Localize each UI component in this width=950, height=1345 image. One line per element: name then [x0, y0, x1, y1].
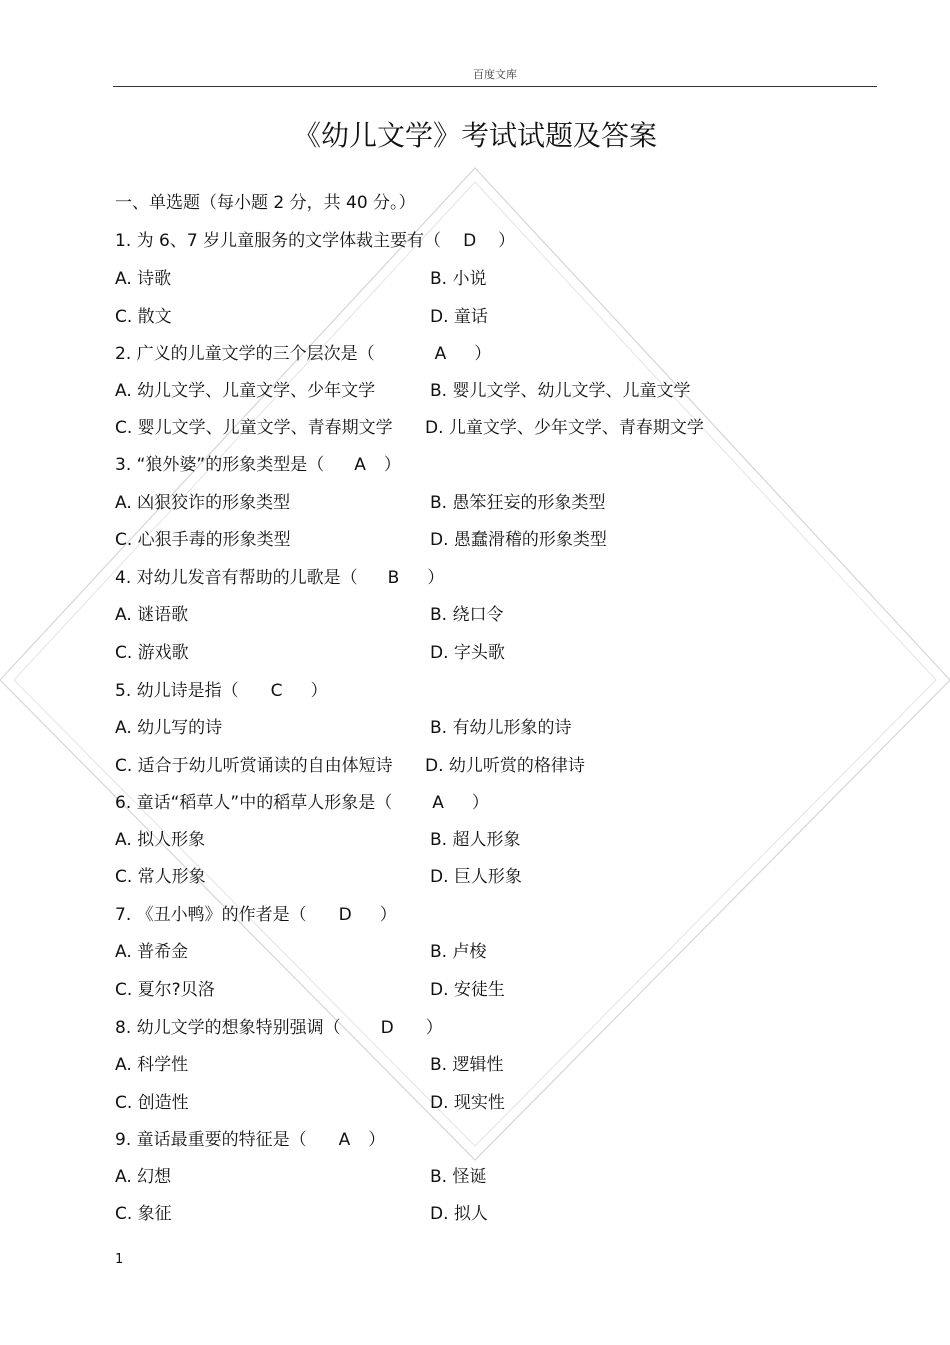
- option: D. 幼儿听赏的格律诗: [425, 756, 585, 776]
- option: A. 幼儿文学、儿童文学、少年文学: [115, 381, 376, 401]
- answer: C: [270, 681, 283, 701]
- answer: A: [434, 344, 447, 364]
- question-text: 4. 对幼儿发音有帮助的儿歌是（: [115, 568, 358, 588]
- option: A. 谜语歌: [115, 605, 189, 625]
- document-title: 《幼儿文学》考试试题及答案: [292, 119, 657, 152]
- option: D. 童话: [430, 307, 488, 327]
- option: D. 安徒生: [430, 980, 505, 1000]
- question-text: 7. 《丑小鸭》的作者是（: [115, 905, 307, 925]
- page-header: 百度文库: [473, 68, 517, 81]
- answer: D: [463, 231, 477, 251]
- option: D. 愚蠢滑稽的形象类型: [430, 530, 607, 550]
- question-3: [115, 450, 401, 475]
- answer: B: [387, 568, 400, 588]
- question-suffix: ）: [474, 344, 492, 364]
- option: B. 逻辑性: [430, 1055, 504, 1075]
- question-1: [115, 226, 515, 251]
- option: B. 愚笨狂妄的形象类型: [430, 493, 606, 513]
- question-5: [115, 676, 328, 701]
- option: B. 怪诞: [430, 1167, 487, 1187]
- option: A. 诗歌: [115, 269, 172, 289]
- question-suffix: ）: [471, 793, 489, 813]
- option: B. 绕口令: [430, 605, 504, 625]
- question-4: [115, 563, 444, 588]
- option: C. 婴儿文学、儿童文学、青春期文学: [115, 418, 393, 438]
- option: D. 拟人: [430, 1204, 488, 1224]
- answer: A: [432, 793, 444, 813]
- question-suffix: ）: [425, 1018, 443, 1038]
- question-2: [115, 339, 491, 364]
- answer: D: [338, 905, 352, 925]
- option: C. 适合于幼儿听赏诵读的自由体短诗: [115, 756, 393, 776]
- question-suffix: ）: [383, 455, 401, 475]
- question-suffix: ）: [379, 905, 397, 925]
- option: B. 超人形象: [430, 830, 521, 850]
- option: A. 幼儿写的诗: [115, 718, 223, 738]
- question-text: 6. 童话“稻草人”中的稻草人形象是（: [115, 793, 393, 813]
- option: D. 字头歌: [430, 643, 505, 663]
- option: A. 普希金: [115, 942, 189, 962]
- question-text: 8. 幼儿文学的想象特别强调（: [115, 1018, 341, 1038]
- option: C. 游戏歌: [115, 643, 189, 663]
- option: D. 现实性: [430, 1093, 505, 1113]
- option: A. 科学性: [115, 1055, 189, 1075]
- question-text: 5. 幼儿诗是指（: [115, 681, 239, 701]
- option: A. 幻想: [115, 1167, 172, 1187]
- option: D. 巨人形象: [430, 867, 522, 887]
- option: C. 创造性: [115, 1093, 189, 1113]
- question-text: 9. 童话最重要的特征是（: [115, 1130, 307, 1150]
- section-heading: 一、单选题（每小题 2 分，共 40 分。）: [115, 193, 416, 213]
- option: C. 常人形象: [115, 867, 206, 887]
- question-suffix: ）: [368, 1130, 386, 1150]
- option: A. 拟人形象: [115, 830, 206, 850]
- question-suffix: ）: [427, 568, 445, 588]
- question-text: 2. 广义的儿童文学的三个层次是（: [115, 344, 375, 364]
- question-7: [115, 900, 397, 925]
- option: C. 散文: [115, 307, 172, 327]
- option: B. 有幼儿形象的诗: [430, 718, 572, 738]
- question-text: 3. “狼外婆”的形象类型是（: [115, 455, 325, 475]
- option: B. 婴儿文学、幼儿文学、儿童文学: [430, 381, 691, 401]
- option: B. 卢梭: [430, 942, 487, 962]
- question-6: [115, 788, 489, 813]
- question-text: 1. 为 6、7 岁儿童服务的文学体裁主要有（: [115, 231, 442, 251]
- page-number: 1: [115, 1252, 124, 1267]
- question-suffix: ）: [498, 231, 516, 251]
- option: B. 小说: [430, 269, 487, 289]
- option: D. 儿童文学、少年文学、青春期文学: [425, 418, 704, 438]
- question-9: [115, 1125, 385, 1150]
- answer: D: [380, 1018, 394, 1038]
- option: C. 夏尔?贝洛: [115, 980, 215, 1000]
- header-divider: [113, 86, 877, 87]
- question-suffix: ）: [310, 681, 328, 701]
- question-8: [115, 1013, 443, 1038]
- option: C. 心狠手毒的形象类型: [115, 530, 291, 550]
- answer: A: [354, 455, 366, 475]
- answer: A: [338, 1130, 351, 1150]
- option: C. 象征: [115, 1204, 172, 1224]
- option: A. 凶狠狡诈的形象类型: [115, 493, 291, 513]
